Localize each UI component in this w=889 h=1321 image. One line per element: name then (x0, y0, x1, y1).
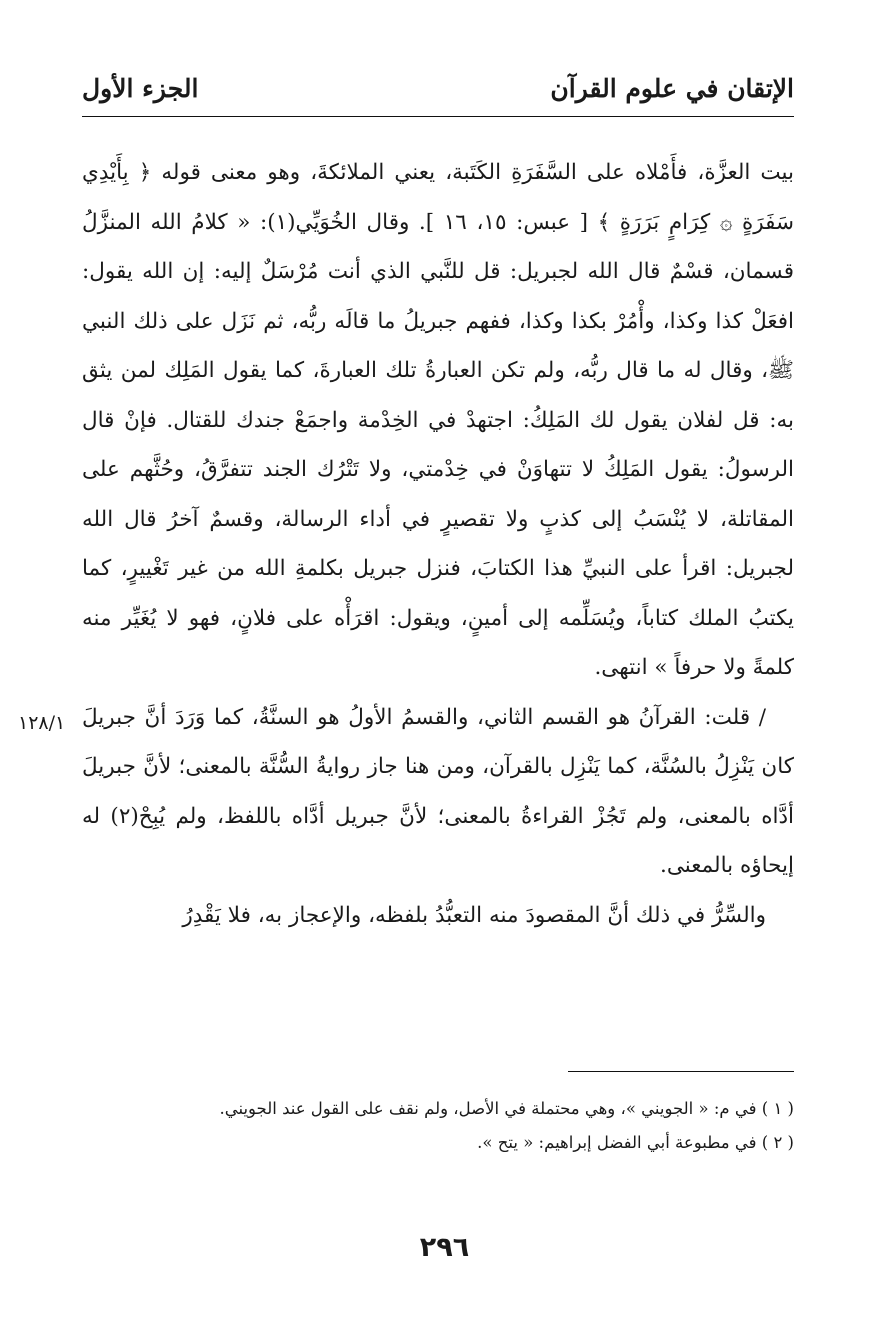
paragraph-1: بيت العزَّة، فأَمْلاه على السَّفَرَةِ الكَتَبة، يعني الملائكةَ، وهو معنى قوله ﴿ بِأَيْدِي سَفَرَةٍ ۞ كِرَامٍ بَرَرَةٍ ﴾ [ عبس: ١٥، ١٦ ]. وقال الخُوَيِّي(١): « كلامُ الله المنزَّلُ قسمان، قسْمٌ قال الله لجبريل: قل للنَّبي الذي أنت مُرْسَلٌ إليه: إن الله يقول: افعَلْ كذا وكذا، وأْمُرْ بكذا وكذا، ففهم جبريلُ ما قالَه ربُّه، ثم نَزَل على ذلك النبي ﷺ، وقال له ما قال ربُّه، ولم تكن العبارةُ تلك العبارةَ، كما يقول المَلِك لمن يثق به: قل لفلان يقول لك المَلِكُ: اجتهدْ في الخِدْمة واجمَعْ جندك للقتال. فإنْ قال الرسولُ: يقول المَلِكُ لا تتهاوَنْ في خِدْمتي، ولا تَتْرُك الجند تتفرَّقُ، وحُثَّهم على المقاتلة، لا يُنْسَبُ إلى كذبٍ ولا تقصيرٍ في أداء الرسالة، وقسمٌ آخرُ قال الله لجبريل: اقرأ على النبيِّ هذا الكتابَ، فنزل جبريل بكلمةِ الله من غير تَغْييرٍ، كما يكتبُ الملك كتاباً، ويُسَلِّمه إلى أمينٍ، ويقول: اقرَأْه على فلانٍ، فهو لا يُغَيِّر منه كلمةً ولا حرفاً » انتهى. (82, 160, 795, 680)
header-rule (82, 116, 794, 117)
margin-reference: ١٢٨/١ (18, 712, 66, 734)
book-title: الإتقان في علوم القرآن (550, 74, 794, 103)
page-number: ٢٩٦ (419, 1232, 470, 1263)
footnotes (82, 1092, 794, 1160)
paragraph-2: / قلت: القرآنُ هو القسم الثاني، والقسمُ الأولُ هو السنَّةُ، كما وَرَدَ أنَّ جبريلَ كان يَنْزِلُ بالسُنَّة، كما يَنْزِل بالقرآن، ومن هنا جاز روايةُ السُّنَّة بالمعنى؛ لأنَّ جبريلَ أدَّاه بالمعنى، ولم تَجُزْ القراءةُ بالمعنى؛ لأنَّ جبريل أدَّاه باللفظ، ولم يُبِحْ(٢) له إيحاؤه بالمعنى. (82, 704, 794, 878)
main-text (82, 148, 794, 940)
footnote-rule (568, 1071, 794, 1072)
running-header (82, 74, 794, 110)
footnote-1: ( ١ ) في م: « الجويني »، وهي محتملة في الأصل، ولم نقف على القول عند الجويني. (219, 1099, 794, 1118)
paragraph-3: والسِّرُّ في ذلك أنَّ المقصودَ منه التعبُّدُ بلفظه، والإعجاز به، فلا يَقْدِرُ (182, 902, 766, 928)
part-title: الجزء الأول (82, 74, 199, 103)
footnote-2: ( ٢ ) في مطبوعة أبي الفضل إبراهيم: « يتح ». (477, 1133, 794, 1152)
